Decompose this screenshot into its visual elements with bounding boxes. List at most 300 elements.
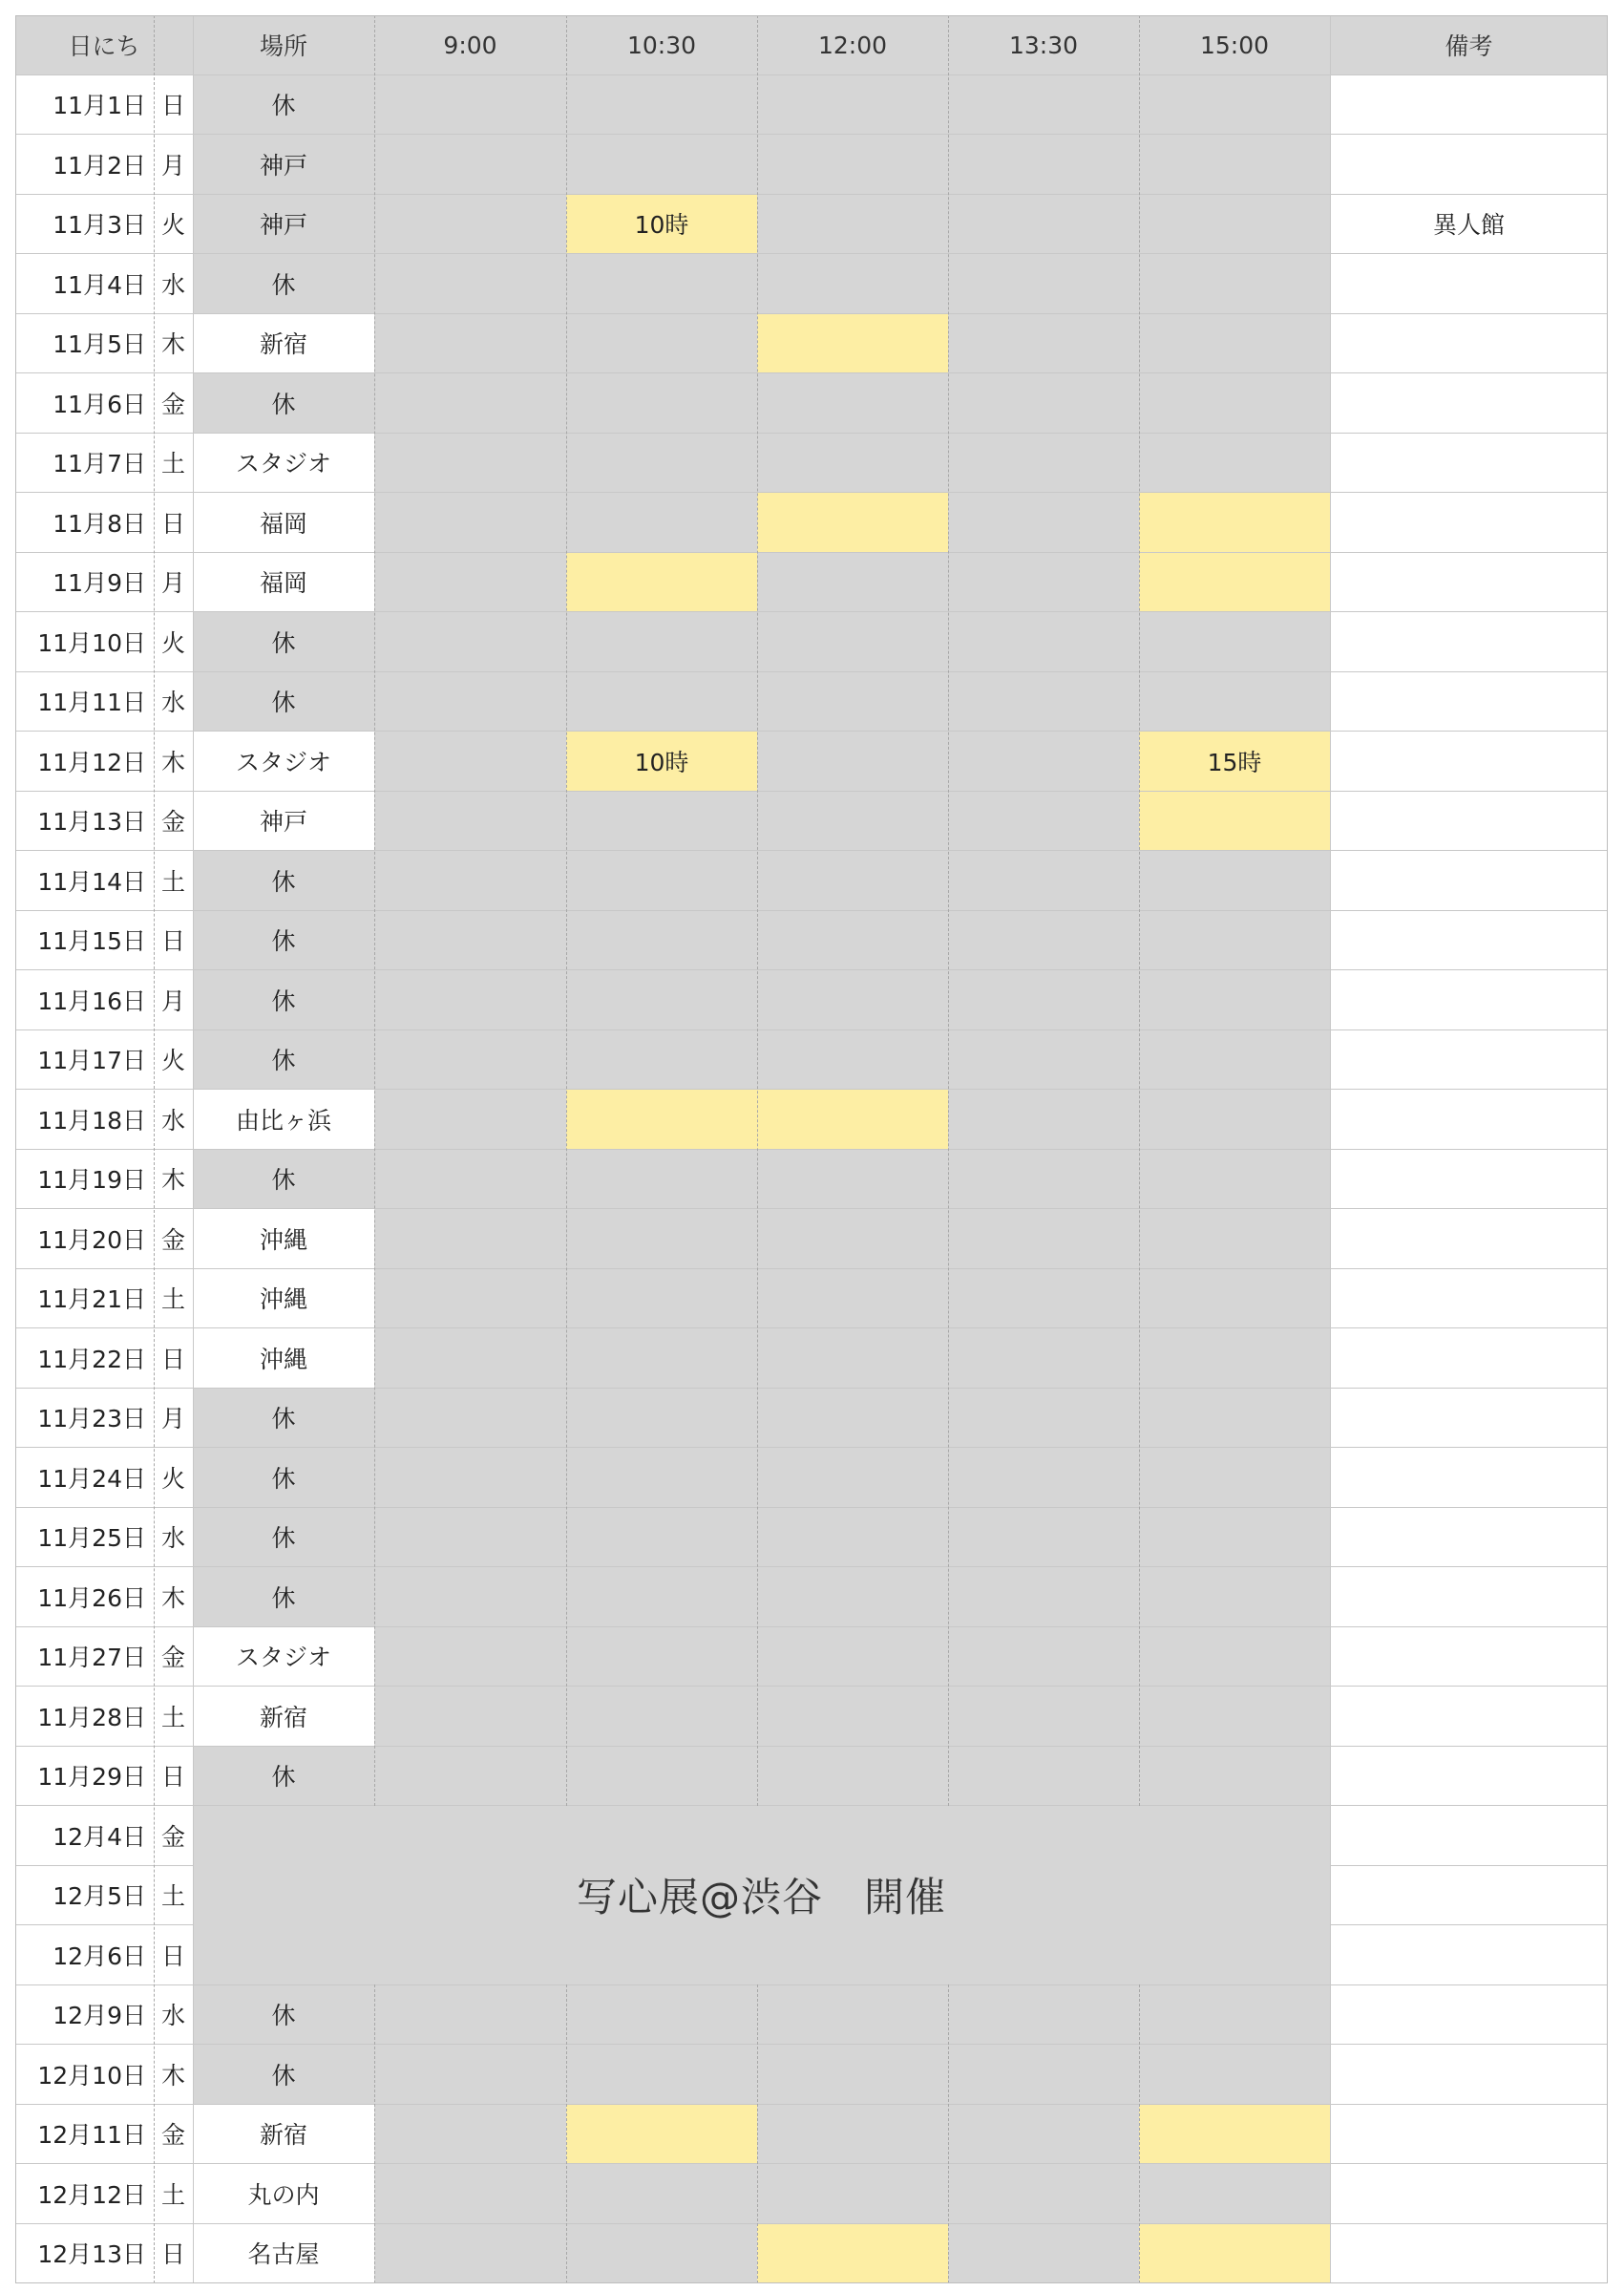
row-note[interactable]: [1330, 552, 1608, 612]
slot-unavailable[interactable]: [374, 1090, 566, 1150]
row-divider: [15, 1388, 1608, 1389]
slot-booked[interactable]: [1139, 493, 1330, 553]
header-time-1030: 10:30: [566, 15, 757, 74]
slot-unavailable[interactable]: [757, 254, 948, 314]
row-place[interactable]: 休: [193, 1746, 374, 1806]
time-divider: [1139, 1984, 1140, 2283]
row-place[interactable]: 休: [193, 1507, 374, 1567]
slot-unavailable[interactable]: [757, 433, 948, 493]
row-note[interactable]: [1330, 1090, 1608, 1150]
row-weekday: 月: [160, 1405, 185, 1433]
row-note[interactable]: [1330, 74, 1608, 135]
slot-unavailable[interactable]: [566, 1687, 757, 1747]
row-note[interactable]: [1330, 373, 1608, 434]
slot-unavailable[interactable]: [1139, 1567, 1330, 1627]
row-note[interactable]: [1330, 851, 1608, 911]
row-divider: [15, 372, 1608, 373]
slot-unavailable[interactable]: [566, 373, 757, 434]
row-date: 11月9日: [53, 569, 146, 598]
slot-unavailable[interactable]: [566, 1507, 757, 1567]
slot-unavailable[interactable]: [948, 1029, 1139, 1090]
slot-unavailable[interactable]: [1139, 910, 1330, 970]
slot-unavailable[interactable]: [757, 2045, 948, 2105]
slot-unavailable[interactable]: [566, 791, 757, 851]
row-note[interactable]: [1330, 1984, 1608, 2045]
row-date: 11月11日: [37, 689, 146, 717]
slot-unavailable[interactable]: [1139, 1090, 1330, 1150]
slot-unavailable[interactable]: [948, 791, 1139, 851]
row-place[interactable]: 休: [193, 612, 374, 672]
slot-unavailable[interactable]: [374, 2045, 566, 2105]
row-weekday: 火: [160, 1464, 185, 1493]
slot-unavailable[interactable]: [948, 552, 1139, 612]
slot-unavailable[interactable]: [566, 74, 757, 135]
slot-unavailable[interactable]: [757, 1149, 948, 1209]
row-divider: [15, 2163, 1608, 2164]
row-note[interactable]: 異人館: [1432, 211, 1505, 240]
header-time-900: 9:00: [374, 15, 566, 74]
row-note[interactable]: [1330, 1209, 1608, 1269]
row-place[interactable]: 休: [193, 1388, 374, 1448]
row-place[interactable]: 休: [193, 1567, 374, 1627]
row-note[interactable]: [1330, 612, 1608, 672]
row-divider: [15, 850, 1608, 851]
slot-unavailable[interactable]: [948, 1209, 1139, 1269]
row-place[interactable]: スタジオ: [235, 748, 331, 776]
slot-booked[interactable]: [1139, 2104, 1330, 2164]
row-place[interactable]: 神戸: [259, 808, 307, 837]
row-place[interactable]: 休: [193, 373, 374, 434]
row-place[interactable]: 休: [193, 1984, 374, 2045]
slot-unavailable[interactable]: [566, 671, 757, 732]
slot-unavailable[interactable]: [1139, 254, 1330, 314]
row-weekday: 火: [160, 1047, 185, 1075]
slot-unavailable[interactable]: [948, 135, 1139, 195]
slot-unavailable[interactable]: [948, 671, 1139, 732]
row-place[interactable]: 神戸: [193, 135, 374, 195]
slot-unavailable[interactable]: [757, 1029, 948, 1090]
slot-unavailable[interactable]: [948, 1507, 1139, 1567]
row-divider: [15, 2104, 1608, 2105]
row-divider: [15, 134, 1608, 135]
schedule-sheet: [15, 15, 1608, 2271]
row-divider: [15, 313, 1608, 314]
slot-unavailable[interactable]: [948, 493, 1139, 553]
slot-unavailable[interactable]: [374, 732, 566, 792]
row-note[interactable]: [1330, 493, 1608, 553]
slot-unavailable[interactable]: [1139, 1626, 1330, 1687]
slot-booked[interactable]: 15時: [1139, 732, 1330, 792]
row-note[interactable]: [1330, 1149, 1608, 1209]
slot-unavailable[interactable]: [1139, 1507, 1330, 1567]
slot-unavailable[interactable]: [566, 135, 757, 195]
row-note[interactable]: [1330, 135, 1608, 195]
slot-unavailable[interactable]: [1139, 135, 1330, 195]
row-place[interactable]: 名古屋: [247, 2240, 320, 2269]
slot-unavailable[interactable]: [1139, 1984, 1330, 2045]
slot-unavailable[interactable]: [566, 1328, 757, 1389]
row-note[interactable]: [1330, 433, 1608, 493]
row-place[interactable]: 休: [193, 1149, 374, 1209]
row-date: 12月6日: [53, 1942, 146, 1970]
slot-unavailable[interactable]: [757, 1328, 948, 1389]
slot-unavailable[interactable]: [948, 373, 1139, 434]
row-place[interactable]: 由比ヶ浜: [235, 1106, 331, 1135]
row-note[interactable]: [1330, 1268, 1608, 1328]
slot-unavailable[interactable]: [566, 2045, 757, 2105]
slot-unavailable[interactable]: [374, 1328, 566, 1389]
slot-unavailable[interactable]: [948, 433, 1139, 493]
slot-unavailable[interactable]: [1139, 1687, 1330, 1747]
slot-booked[interactable]: [1139, 552, 1330, 612]
row-note[interactable]: [1330, 1925, 1608, 1985]
slot-unavailable[interactable]: [566, 612, 757, 672]
row-date: 11月25日: [37, 1524, 146, 1553]
slot-booked[interactable]: [566, 1090, 757, 1150]
slot-unavailable[interactable]: [948, 254, 1139, 314]
slot-unavailable[interactable]: [757, 1268, 948, 1328]
slot-unavailable[interactable]: [757, 910, 948, 970]
slot-unavailable[interactable]: [374, 493, 566, 553]
slot-booked[interactable]: [757, 313, 948, 373]
slot-unavailable[interactable]: [948, 1328, 1139, 1389]
slot-unavailable[interactable]: [374, 1149, 566, 1209]
slot-unavailable[interactable]: [948, 1268, 1139, 1328]
event-block: 写心展@渋谷 開催: [193, 1806, 1330, 1985]
row-note[interactable]: [1330, 1388, 1608, 1448]
row-place[interactable]: 休: [193, 2045, 374, 2105]
slot-unavailable[interactable]: [757, 791, 948, 851]
slot-unavailable[interactable]: [948, 1090, 1139, 1150]
slot-unavailable[interactable]: [374, 970, 566, 1030]
slot-unavailable[interactable]: [566, 1746, 757, 1806]
slot-unavailable[interactable]: [948, 1746, 1139, 1806]
slot-unavailable[interactable]: [566, 1567, 757, 1627]
slot-unavailable[interactable]: [757, 1507, 948, 1567]
slot-unavailable[interactable]: [374, 552, 566, 612]
slot-unavailable[interactable]: [1139, 194, 1330, 254]
slot-unavailable[interactable]: [566, 493, 757, 553]
slot-unavailable[interactable]: [374, 1687, 566, 1747]
row-divider: [15, 433, 1608, 434]
slot-booked[interactable]: [566, 552, 757, 612]
slot-unavailable[interactable]: [374, 2164, 566, 2224]
slot-unavailable[interactable]: [374, 791, 566, 851]
slot-unavailable[interactable]: [374, 612, 566, 672]
row-place[interactable]: 新宿: [259, 1703, 307, 1731]
slot-unavailable[interactable]: [757, 1388, 948, 1448]
slot-unavailable[interactable]: [948, 1626, 1139, 1687]
row-weekday: 木: [160, 2061, 185, 2090]
row-note[interactable]: [1330, 970, 1608, 1030]
slot-unavailable[interactable]: [374, 1567, 566, 1627]
row-date: 11月28日: [37, 1703, 146, 1731]
row-place[interactable]: 新宿: [259, 2121, 307, 2150]
slot-unavailable[interactable]: [757, 671, 948, 732]
row-weekday: 月: [160, 569, 185, 598]
slot-unavailable[interactable]: [566, 1984, 757, 2045]
slot-unavailable[interactable]: [757, 135, 948, 195]
slot-unavailable[interactable]: [566, 910, 757, 970]
slot-unavailable[interactable]: [948, 2164, 1139, 2224]
row-place[interactable]: 休: [193, 74, 374, 135]
row-place[interactable]: 休: [193, 1448, 374, 1508]
row-note[interactable]: [1330, 732, 1608, 792]
slot-unavailable[interactable]: [757, 612, 948, 672]
slot-unavailable[interactable]: [948, 1388, 1139, 1448]
row-place[interactable]: 沖縄: [259, 1285, 307, 1314]
row-date: 12月9日: [53, 2002, 146, 2030]
slot-unavailable[interactable]: [757, 1984, 948, 2045]
slot-unavailable[interactable]: [948, 1567, 1139, 1627]
slot-unavailable[interactable]: [374, 135, 566, 195]
slot-unavailable[interactable]: [374, 1029, 566, 1090]
slot-unavailable[interactable]: [566, 970, 757, 1030]
slot-unavailable[interactable]: [948, 194, 1139, 254]
row-note[interactable]: [1330, 2045, 1608, 2105]
row-place[interactable]: 福岡: [259, 569, 307, 598]
row-note[interactable]: [1330, 671, 1608, 732]
row-date: 11月4日: [53, 270, 146, 299]
row-note[interactable]: [1330, 791, 1608, 851]
slot-unavailable[interactable]: [374, 1388, 566, 1448]
row-divider: [15, 910, 1608, 911]
slot-unavailable[interactable]: [948, 313, 1139, 373]
row-date: 12月4日: [53, 1822, 146, 1851]
slot-unavailable[interactable]: [566, 1448, 757, 1508]
slot-unavailable[interactable]: [374, 313, 566, 373]
slot-unavailable[interactable]: [566, 1149, 757, 1209]
slot-unavailable[interactable]: [374, 74, 566, 135]
row-date: 12月13日: [37, 2240, 146, 2269]
row-date: 11月13日: [37, 808, 146, 837]
slot-unavailable[interactable]: [948, 1149, 1139, 1209]
row-weekday: 月: [160, 987, 185, 1015]
slot-unavailable[interactable]: [1139, 1328, 1330, 1389]
slot-unavailable[interactable]: [1139, 1746, 1330, 1806]
slot-unavailable[interactable]: [566, 2223, 757, 2283]
slot-unavailable[interactable]: [757, 1567, 948, 1627]
slot-unavailable[interactable]: [757, 552, 948, 612]
row-place[interactable]: スタジオ: [235, 450, 331, 478]
row-note[interactable]: [1330, 910, 1608, 970]
slot-unavailable[interactable]: [374, 1209, 566, 1269]
slot-unavailable[interactable]: [948, 2223, 1139, 2283]
slot-booked[interactable]: 10時: [566, 732, 757, 792]
slot-unavailable[interactable]: [757, 2164, 948, 2224]
slot-unavailable[interactable]: [948, 732, 1139, 792]
slot-unavailable[interactable]: [1139, 671, 1330, 732]
row-note[interactable]: [1330, 2223, 1608, 2283]
slot-unavailable[interactable]: [374, 671, 566, 732]
slot-unavailable[interactable]: [757, 373, 948, 434]
slot-unavailable[interactable]: [757, 1209, 948, 1269]
row-date: 11月2日: [53, 151, 146, 180]
slot-unavailable[interactable]: [1139, 1268, 1330, 1328]
slot-unavailable[interactable]: [757, 194, 948, 254]
row-date: 11月7日: [53, 450, 146, 478]
slot-unavailable[interactable]: [1139, 851, 1330, 911]
row-note[interactable]: [1330, 1626, 1608, 1687]
row-date: 11月19日: [37, 1166, 146, 1195]
row-place[interactable]: 丸の内: [247, 2180, 320, 2209]
slot-unavailable[interactable]: [757, 732, 948, 792]
slot-unavailable[interactable]: [374, 1448, 566, 1508]
slot-unavailable[interactable]: [374, 910, 566, 970]
row-divider: [15, 1686, 1608, 1687]
slot-unavailable[interactable]: [1139, 74, 1330, 135]
slot-unavailable[interactable]: [1139, 373, 1330, 434]
slot-booked[interactable]: [757, 2223, 948, 2283]
slot-unavailable[interactable]: [374, 194, 566, 254]
slot-unavailable[interactable]: [1139, 313, 1330, 373]
row-divider: [15, 1447, 1608, 1448]
slot-unavailable[interactable]: [948, 1448, 1139, 1508]
slot-unavailable[interactable]: [374, 433, 566, 493]
row-divider: [15, 731, 1608, 732]
row-note[interactable]: [1330, 1328, 1608, 1389]
slot-unavailable[interactable]: [566, 1388, 757, 1448]
row-note[interactable]: [1330, 2104, 1608, 2164]
row-place[interactable]: 休: [193, 1029, 374, 1090]
slot-unavailable[interactable]: [566, 1209, 757, 1269]
row-place[interactable]: 神戸: [193, 194, 374, 254]
slot-unavailable[interactable]: [374, 2223, 566, 2283]
slot-unavailable[interactable]: [948, 2045, 1139, 2105]
slot-unavailable[interactable]: [1139, 1209, 1330, 1269]
row-note[interactable]: [1330, 2164, 1608, 2224]
slot-unavailable[interactable]: [948, 1984, 1139, 2045]
row-divider: [15, 1746, 1608, 1747]
row-weekday: 土: [160, 2180, 185, 2209]
slot-unavailable[interactable]: [757, 851, 948, 911]
row-weekday: 月: [160, 151, 185, 180]
row-place[interactable]: 新宿: [259, 330, 307, 359]
slot-unavailable[interactable]: [948, 970, 1139, 1030]
slot-booked[interactable]: [757, 1090, 948, 1150]
row-note[interactable]: [1330, 1448, 1608, 1508]
slot-unavailable[interactable]: [948, 74, 1139, 135]
row-place[interactable]: 福岡: [259, 509, 307, 538]
row-divider: [15, 1327, 1608, 1328]
row-date: 11月24日: [37, 1464, 146, 1493]
slot-unavailable[interactable]: [757, 74, 948, 135]
slot-unavailable[interactable]: [374, 254, 566, 314]
row-note[interactable]: [1330, 313, 1608, 373]
row-place[interactable]: 沖縄: [259, 1345, 307, 1373]
slot-booked[interactable]: 10時: [566, 194, 757, 254]
slot-unavailable[interactable]: [1139, 1029, 1330, 1090]
slot-unavailable[interactable]: [757, 1687, 948, 1747]
slot-unavailable[interactable]: [566, 1029, 757, 1090]
slot-unavailable[interactable]: [1139, 1388, 1330, 1448]
slot-booked[interactable]: [566, 2104, 757, 2164]
row-date: 11月18日: [37, 1106, 146, 1135]
row-divider: [15, 1865, 193, 1866]
header-date: 日にち: [15, 15, 193, 74]
row-divider: [15, 1149, 1608, 1150]
slot-unavailable[interactable]: [1139, 970, 1330, 1030]
slot-unavailable[interactable]: [374, 1507, 566, 1567]
slot-unavailable[interactable]: [374, 1984, 566, 2045]
slot-unavailable[interactable]: [757, 1448, 948, 1508]
header-notes: 備考: [1330, 15, 1608, 74]
slot-unavailable[interactable]: [566, 1626, 757, 1687]
slot-unavailable[interactable]: [566, 851, 757, 911]
row-note[interactable]: [1330, 1806, 1608, 1866]
row-place[interactable]: 沖縄: [259, 1225, 307, 1254]
row-date: 12月10日: [37, 2061, 146, 2090]
row-date: 11月1日: [53, 92, 146, 120]
slot-unavailable[interactable]: [1139, 2045, 1330, 2105]
slot-unavailable[interactable]: [566, 254, 757, 314]
slot-unavailable[interactable]: [757, 1626, 948, 1687]
row-place[interactable]: 休: [193, 671, 374, 732]
row-place[interactable]: 休: [193, 254, 374, 314]
row-divider: [15, 1268, 1608, 1269]
row-note[interactable]: [1330, 1865, 1608, 1925]
row-note[interactable]: [1330, 1687, 1608, 1747]
row-note[interactable]: [1330, 1029, 1608, 1090]
slot-unavailable[interactable]: [374, 851, 566, 911]
row-divider: [15, 194, 1608, 195]
row-place[interactable]: 休: [193, 910, 374, 970]
slot-unavailable[interactable]: [566, 1268, 757, 1328]
slot-unavailable[interactable]: [566, 313, 757, 373]
time-divider: [757, 1984, 758, 2283]
slot-unavailable[interactable]: [374, 2104, 566, 2164]
slot-unavailable[interactable]: [948, 910, 1139, 970]
slot-unavailable[interactable]: [1139, 2164, 1330, 2224]
row-divider: [15, 492, 1608, 493]
row-note[interactable]: [1330, 254, 1608, 314]
time-divider: [757, 15, 758, 1806]
row-place[interactable]: 休: [193, 970, 374, 1030]
slot-unavailable[interactable]: [374, 1268, 566, 1328]
slot-booked[interactable]: [757, 493, 948, 553]
slot-unavailable[interactable]: [374, 373, 566, 434]
slot-unavailable[interactable]: [1139, 612, 1330, 672]
slot-unavailable[interactable]: [757, 970, 948, 1030]
row-weekday: 火: [160, 628, 185, 657]
row-date: 11月21日: [37, 1285, 146, 1314]
row-note[interactable]: [1330, 1746, 1608, 1806]
row-note[interactable]: [1330, 1507, 1608, 1567]
slot-unavailable[interactable]: [948, 1687, 1139, 1747]
slot-unavailable[interactable]: [374, 1626, 566, 1687]
row-divider: [15, 1924, 193, 1925]
slot-unavailable[interactable]: [757, 2104, 948, 2164]
slot-unavailable[interactable]: [757, 1746, 948, 1806]
slot-unavailable[interactable]: [948, 851, 1139, 911]
row-note[interactable]: [1330, 1567, 1608, 1627]
slot-booked[interactable]: [1139, 791, 1330, 851]
slot-unavailable[interactable]: [948, 2104, 1139, 2164]
row-place[interactable]: スタジオ: [235, 1644, 331, 1672]
slot-unavailable[interactable]: [374, 1746, 566, 1806]
row-divider: [15, 2044, 1608, 2045]
slot-unavailable[interactable]: [1139, 1149, 1330, 1209]
slot-unavailable[interactable]: [1139, 433, 1330, 493]
row-place[interactable]: 休: [193, 851, 374, 911]
slot-unavailable[interactable]: [566, 433, 757, 493]
row-weekday: 金: [160, 390, 185, 418]
slot-unavailable[interactable]: [1139, 1448, 1330, 1508]
slot-booked[interactable]: [1139, 2223, 1330, 2283]
row-weekday: 木: [160, 330, 185, 359]
slot-unavailable[interactable]: [566, 2164, 757, 2224]
slot-unavailable[interactable]: [948, 612, 1139, 672]
